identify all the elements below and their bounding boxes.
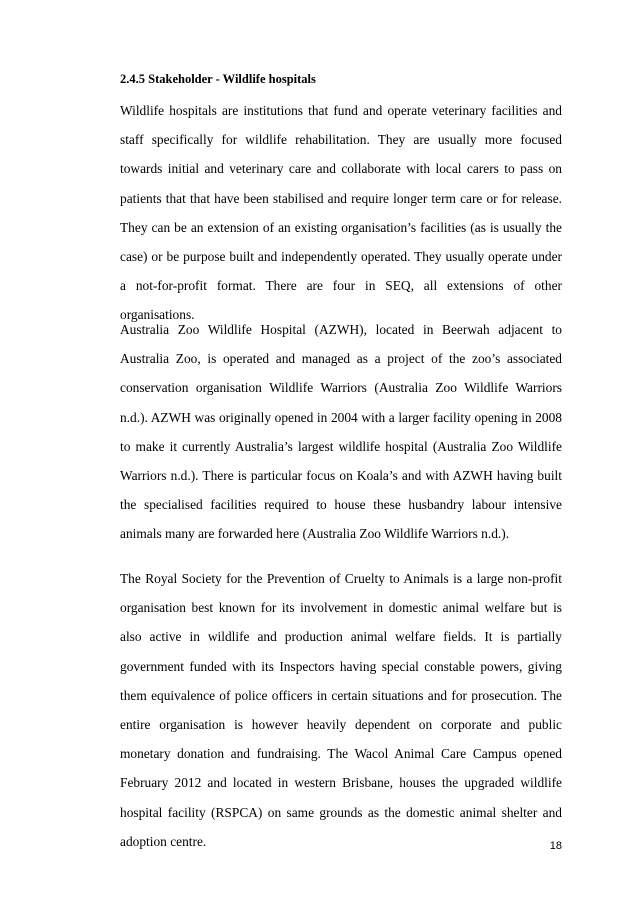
page-number: 18 bbox=[549, 840, 562, 852]
section-heading: 2.4.5 Stakeholder - Wildlife hospitals bbox=[120, 72, 316, 86]
paragraph-wildlife-hospitals: Wildlife hospitals are institutions that fund and operate veterinary facilities and staff specifically for wildlife rehabilitation. They are usually more focused towards initial and veterinary care and collaborate with local carers to pass on patients that that have been stabilised and require longer term care or for release. They can be an extension of an existing organisation’s facilities (as is usually the case) or be purpose built and independently operated. They usually operate under a not-for-profit format. There are four in SEQ, all extensions of other organisations. bbox=[120, 103, 562, 323]
paragraph-australia-zoo: Australia Zoo Wildlife Hospital (AZWH), located in Beerwah adjacent to Australia Zoo, is operated and managed as a project of the zoo’s associated conservation organisation Wildlife Warriors (Australia Zoo Wildlife Warriors n.d.). AZWH was originally opened in 2004 with a larger facility opening in 2008 to make it currently Australia’s largest wildlife hospital (Australia Zoo Wildlife Warriors n.d.). There is particular focus on Koala’s and with AZWH having built the specialised facilities required to house these husbandry labour intensive animals many are forwarded here (Australia Zoo Wildlife Warriors n.d.). bbox=[120, 322, 562, 542]
paragraph-rspca: The Royal Society for the Prevention of Cruelty to Animals is a large non-profit organisation best known for its involvement in domestic animal welfare but is also active in wildlife and production animal welfare fields. It is partially government funded with its Inspectors having special constable powers, giving them equivalence of police officers in certain situations and for prosecution. The entire organisation is however heavily dependent on corporate and public monetary donation and fundraising. The Wacol Animal Care Campus opened February 2012 and located in western Brisbane, houses the upgraded wildlife hospital facility (RSPCA) on same grounds as the domestic animal shelter and adoption centre. bbox=[120, 571, 562, 849]
